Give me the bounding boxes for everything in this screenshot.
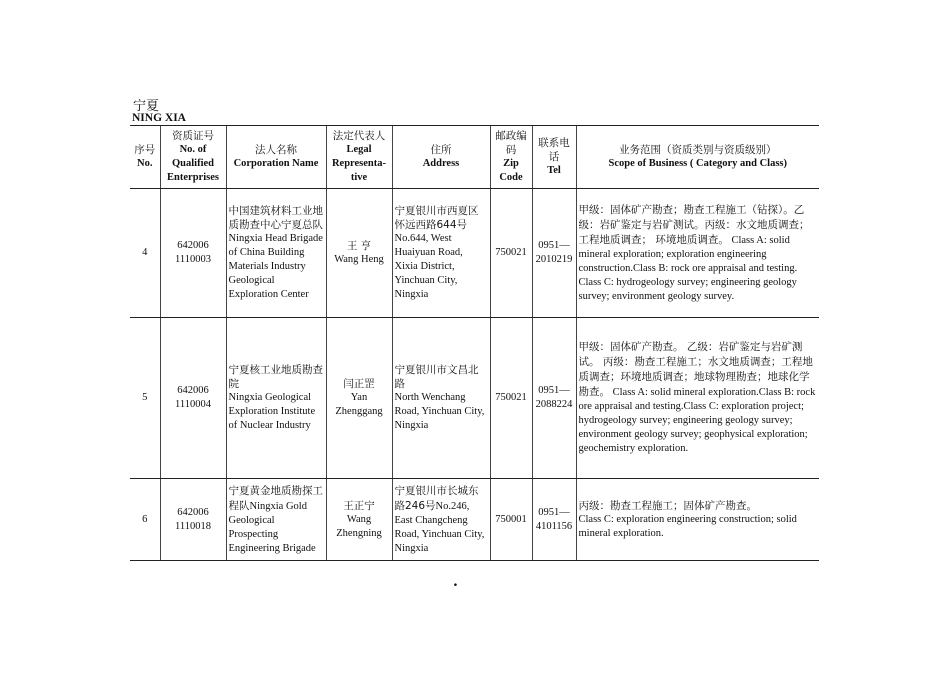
header-corp: 法人名称 Corporation Name	[226, 126, 326, 189]
header-zip: 邮政编码 Zip Code	[490, 126, 532, 189]
row-rep: 王 亨 Wang Heng	[326, 189, 392, 318]
row-zip: 750001	[490, 479, 532, 561]
row-no: 4	[130, 189, 160, 318]
row-zip: 750021	[490, 189, 532, 318]
row-no: 5	[130, 318, 160, 479]
row-rep: 闫正罡 Yan Zhenggang	[326, 318, 392, 479]
header-scope: 业务范围（资质类别与资质级别） Scope of Business ( Category and Class)	[576, 126, 819, 189]
row-scope: 甲级：固体矿产勘查。 乙级：岩矿鉴定与岩矿测试。 丙级：勘查工程施工；水文地质调查；工程地质调查；环境地质调查；地球物理勘查；地球化学勘查。 Class A: solid mineral exploration.Class B: rock ore appraisal and testing.Class C: exploration project; hydrogeology survey; engineering geology survey; environment geology survey; geophysical exploration; geochemistry exploration.	[576, 318, 819, 479]
header-tel: 联系电话 Tel	[532, 126, 576, 189]
footer-mark: .	[453, 574, 458, 590]
row-scope: 甲级：固体矿产勘查；勘查工程施工（钻探）。乙级：岩矿鉴定与岩矿测试。丙级：水文地质调查；工程地质调查； 环境地质调查。 Class A: solid mineral exploration; exploration engineering construction.Class B: rock ore appraisal and testing. Class C: hydrogeology survey; engineering geology survey; environment geology survey.	[576, 189, 819, 318]
row-corp: 中国建筑材料工业地质勘查中心宁夏总队 Ningxia Head Brigade of China Building Materials Industry Geological Exploration Center	[226, 189, 326, 318]
row-cert: 642006 1110003	[160, 189, 226, 318]
row-cert: 642006 1110018	[160, 479, 226, 561]
row-address: 宁夏银川市长城东路246号No.246, East Changcheng Road, Yinchuan City, Ningxia	[392, 479, 490, 561]
header-no: 序号 No.	[130, 126, 160, 189]
row-cert: 642006 1110004	[160, 318, 226, 479]
header-rep: 法定代表人 Legal Representa-tive	[326, 126, 392, 189]
row-address: 宁夏银川市西夏区怀远西路644号 No.644, West Huaiyuan Road, Xixia District, Yinchuan City, Ningxia	[392, 189, 490, 318]
header-address: 住所 Address	[392, 126, 490, 189]
header-cert: 资质证号 No. of Qualified Enterprises	[160, 126, 226, 189]
row-no: 6	[130, 479, 160, 561]
row-rep: 王正宁 Wang Zhengning	[326, 479, 392, 561]
row-scope: 丙级：勘查工程施工；固体矿产勘查。 Class C: exploration engineering construction; solid mineral exploration.	[576, 479, 819, 561]
table-row	[130, 189, 819, 318]
section-title-en: NING XIA	[132, 112, 186, 124]
table-row	[130, 479, 819, 561]
row-tel: 0951— 2088224	[532, 318, 576, 479]
row-address: 宁夏银川市文昌北路 North Wenchang Road, Yinchuan City, Ningxia	[392, 318, 490, 479]
table-row	[130, 318, 819, 479]
qualification-table	[130, 125, 819, 561]
row-corp: 宁夏核工业地质勘查院 Ningxia Geological Exploration Institute of Nuclear Industry	[226, 318, 326, 479]
section-title-cn: 宁夏	[133, 99, 160, 114]
row-tel: 0951— 4101156	[532, 479, 576, 561]
header-row	[130, 126, 819, 189]
row-corp: 宁夏黄金地质勘探工程队Ningxia Gold Geological Prospecting Engineering Brigade	[226, 479, 326, 561]
row-tel: 0951— 2010219	[532, 189, 576, 318]
row-zip: 750021	[490, 318, 532, 479]
